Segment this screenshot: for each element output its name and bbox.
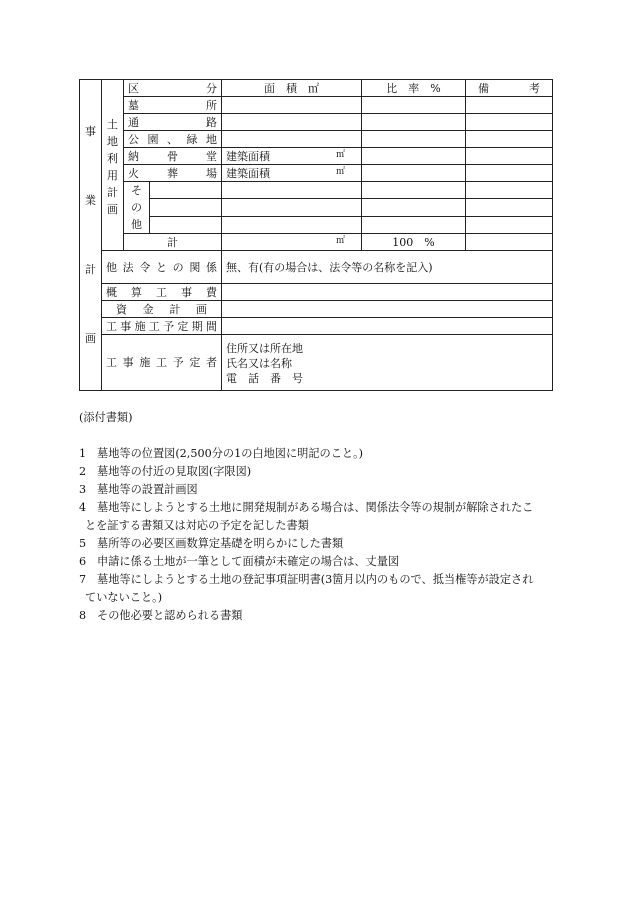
- attachment-item: 8 その他必要と認められる書類: [79, 609, 243, 622]
- other-name-cell[interactable]: [150, 216, 222, 233]
- row-ossuary: [80, 148, 553, 165]
- remarks-cell[interactable]: [466, 114, 553, 131]
- row-label: 火 葬 場: [124, 165, 222, 182]
- row-other-laws: [80, 251, 553, 284]
- row-parks: [80, 131, 553, 148]
- remarks-cell[interactable]: [466, 199, 553, 216]
- row-crematorium: [80, 165, 553, 182]
- remarks-cell[interactable]: [466, 148, 553, 165]
- attachment-item: 2 墓地等の付近の見取図(字限図): [79, 465, 252, 478]
- row-period: [80, 318, 553, 335]
- remarks-cell[interactable]: [466, 182, 553, 199]
- cost-value-cell[interactable]: [222, 284, 553, 301]
- total-label: 計: [124, 234, 222, 251]
- area-cell[interactable]: 建築面積 ㎡: [222, 165, 362, 182]
- row-other-3: [80, 216, 553, 233]
- header-area: 面 積 ㎡: [222, 80, 362, 97]
- attachments-section: [79, 409, 554, 625]
- fund-label: 資 金 計 画: [102, 301, 222, 318]
- row-contractor: [80, 335, 553, 391]
- other-label: そ の 他: [124, 182, 150, 234]
- attachment-item: 3 墓地等の設置計画図: [79, 483, 198, 496]
- row-other-1: [80, 182, 553, 199]
- cost-label: 概 算 工 事 費: [102, 284, 222, 301]
- total-area-cell[interactable]: ㎡: [222, 234, 362, 251]
- period-label: 工事施工予定期間: [102, 318, 222, 335]
- ratio-cell[interactable]: [362, 182, 466, 199]
- total-ratio: 100 %: [362, 234, 466, 251]
- period-value-cell[interactable]: [222, 318, 553, 335]
- header-category: 区 分: [124, 80, 222, 97]
- remarks-cell[interactable]: [466, 165, 553, 182]
- area-cell[interactable]: 建築面積 ㎡: [222, 148, 362, 165]
- contractor-phone-label: 電 話 番 号: [226, 372, 303, 385]
- contractor-label: 工事施工予定者: [102, 335, 222, 391]
- row-label: 通 路: [124, 114, 222, 131]
- remarks-cell[interactable]: [466, 131, 553, 148]
- attachments-title: (添付書類): [79, 411, 133, 424]
- business-plan-table: [79, 79, 553, 391]
- ratio-cell[interactable]: [362, 114, 466, 131]
- other-laws-label: 他法令との関係: [102, 251, 222, 284]
- attachment-item: 7 墓地等にしようとする土地の登記事項証明書(3箇月以内のもので、抵当権等が設定され ていないこと。): [79, 573, 534, 604]
- header-ratio: 比 率 %: [362, 80, 466, 97]
- attachment-item: 4 墓地等にしようとする土地に開発規制がある場合は、関係法令等の規制が解除されたこ とを証する書類又は対応の予定を記した書類: [79, 501, 534, 532]
- fund-value-cell[interactable]: [222, 301, 553, 318]
- other-name-cell[interactable]: [150, 199, 222, 216]
- ratio-cell[interactable]: [362, 131, 466, 148]
- contractor-address-label: 住所又は所在地: [226, 342, 303, 355]
- row-total: [80, 234, 553, 251]
- attachment-item: 1 墓地等の位置図(2,500分の1の白地図に明記のこと。): [79, 447, 364, 460]
- area-cell[interactable]: [222, 199, 362, 216]
- row-fund: [80, 301, 553, 318]
- area-cell[interactable]: [222, 182, 362, 199]
- ratio-cell[interactable]: [362, 199, 466, 216]
- contractor-value-cell[interactable]: [222, 335, 553, 391]
- contractor-name-label: 氏名又は名称: [226, 357, 292, 370]
- row-graves: [80, 97, 553, 114]
- row-paths: [80, 114, 553, 131]
- ratio-cell[interactable]: [362, 148, 466, 165]
- other-laws-value[interactable]: 無、有(有の場合は、法令等の名称を記入): [222, 251, 553, 284]
- row-label: 納 骨 堂: [124, 148, 222, 165]
- remarks-cell[interactable]: [466, 234, 553, 251]
- ratio-cell[interactable]: [362, 97, 466, 114]
- ratio-cell[interactable]: [362, 216, 466, 233]
- area-cell[interactable]: [222, 131, 362, 148]
- area-cell[interactable]: [222, 97, 362, 114]
- attachment-item: 5 墓所等の必要区画数算定基礎を明らかにした書類: [79, 537, 344, 550]
- header-remarks: 備 考: [466, 80, 553, 97]
- other-name-cell[interactable]: [150, 182, 222, 199]
- row-label: 公園、緑地: [124, 131, 222, 148]
- attachment-item: 6 申請に係る土地が一筆として面積が未確定の場合は、丈量図: [79, 555, 400, 568]
- remarks-cell[interactable]: [466, 97, 553, 114]
- row-other-2: [80, 199, 553, 216]
- ratio-cell[interactable]: [362, 165, 466, 182]
- land-use-plan-label: 土 地 利 用 計 画: [102, 80, 124, 251]
- remarks-cell[interactable]: [466, 216, 553, 233]
- row-cost: [80, 284, 553, 301]
- header-row: [80, 80, 553, 97]
- area-cell[interactable]: [222, 114, 362, 131]
- area-cell[interactable]: [222, 216, 362, 233]
- row-label: 墓 所: [124, 97, 222, 114]
- business-plan-label: 事 業 計 画: [80, 80, 102, 391]
